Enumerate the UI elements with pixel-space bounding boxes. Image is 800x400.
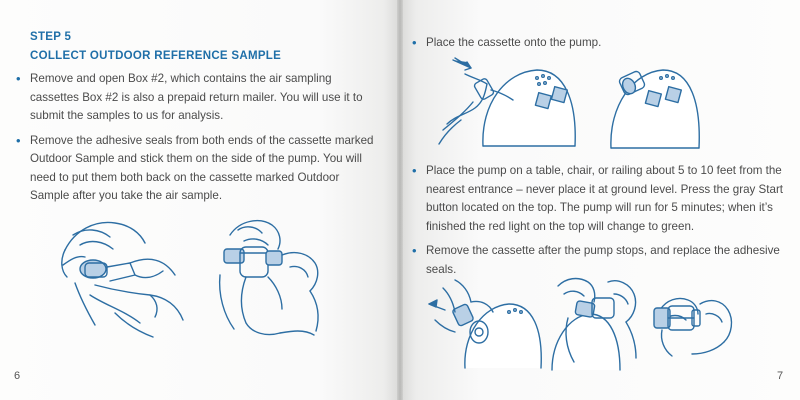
left-bullet-list (16, 70, 376, 212)
step-heading: COLLECT OUTDOOR REFERENCE SAMPLE (30, 50, 282, 62)
page-number-right: 7 (777, 370, 784, 382)
cassette-attached-pump-illustration (605, 60, 705, 156)
hands-removing-seals-illustration (210, 205, 340, 345)
bullet-item: • Remove and open Box #2, which contains the air sampling cassettes Box #2 is also a prepaid return mailer. You will use it to submit the samples to us for analysis. (16, 70, 376, 126)
right-bottom-bullet-list (412, 162, 787, 285)
removing-cassette-illustration (425, 270, 550, 370)
bullet-item: • Place the pump on a table, chair, or railing about 5 to 10 feet from the nearest entrance – never place it at ground level. Press the gray Start button located on the top. The pump will run for 5 minutes; when it’s finished the red light on the top will change to green. (412, 162, 787, 236)
bullet-item: • Remove the adhesive seals from both ends of the cassette marked Outdoor Sample and stick them on the side of the pump. You will need to put them both back on the cassette marked Outdoor Sample after you take the air sample. (16, 132, 376, 206)
bullet-item: • Remove the cassette after the pump stops, and replace the adhesive seals. (412, 242, 787, 279)
bullet-item: • Place the cassette onto the pump. (412, 34, 782, 53)
replacing-seal-hands-illustration (548, 272, 643, 372)
hands-opening-cassette-illustration (55, 205, 195, 340)
cassette-with-seals-illustration (652, 280, 737, 360)
book-gutter (397, 0, 403, 400)
page-number-left: 6 (14, 370, 21, 382)
step-label: STEP 5 (30, 31, 72, 43)
cassette-onto-pump-illustration (425, 54, 585, 154)
